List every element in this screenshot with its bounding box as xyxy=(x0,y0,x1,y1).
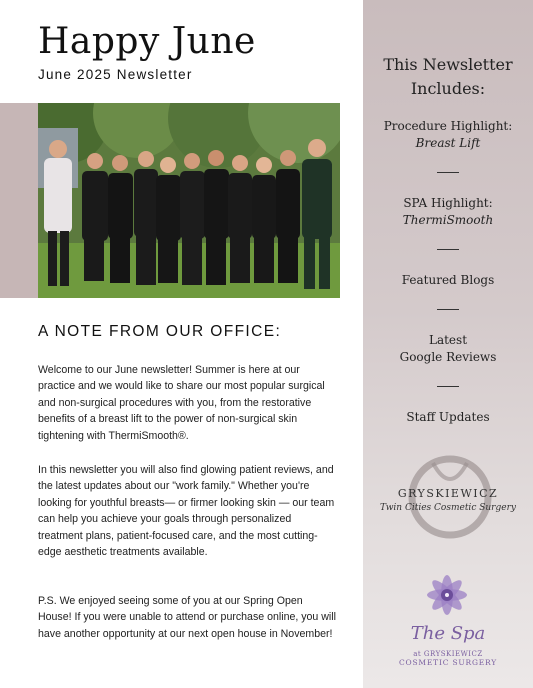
sidebar-divider xyxy=(437,249,459,250)
sidebar-item-spa xyxy=(363,195,533,229)
sidebar-title-line-1: This Newsletter xyxy=(383,55,513,74)
photo-accent-band xyxy=(0,103,38,298)
sidebar-item-blogs xyxy=(363,272,533,289)
sidebar-item-label: Featured Blogs xyxy=(401,273,495,287)
note-paragraph-3: P.S. We enjoyed seeing some of you at our Spring Open House! If you were unable to attend or purchase online, you will have another opportunity at our next open house in November! xyxy=(38,595,336,640)
sidebar-item-label: Staff Updates xyxy=(406,410,490,424)
sidebar-item-label: SPA Highlight: xyxy=(403,196,493,210)
sidebar-item-sublabel: Google Reviews xyxy=(399,350,497,364)
sidebar-item-label: Latest xyxy=(428,333,468,347)
note-paragraph-1: Welcome to our June newsletter! Summer is here at our practice and we would like to share our most popular surgical and non-surgical procedures with you, from the restorative benefits of a breast lift to the power of non-surgical skin tightening with ThermiSmooth®. xyxy=(38,364,325,442)
note-paragraph-2: In this newsletter you will also find glowing patient reviews, and the latest updates about our "work family." Whether you're looking for youthful breasts— or firmer looking skin — our team can help you achieve your goals through personalized treatment plans, patient-focused care, and the most cutting-edge aesthetic treatments available. xyxy=(38,464,335,559)
sidebar-divider xyxy=(437,172,459,173)
sidebar-title xyxy=(363,53,533,101)
practice-logo-tagline: Twin Cities Cosmetic Surgery xyxy=(380,503,516,513)
practice-logo-name: GRYSKIEWICZ xyxy=(397,487,499,500)
lotus-flower-icon xyxy=(420,568,474,622)
sidebar-item-sublabel: Breast Lift xyxy=(415,136,481,150)
sidebar-item-reviews xyxy=(363,332,533,366)
sidebar-item-procedure xyxy=(363,118,533,152)
sidebar-item-sublabel: ThermiSmooth xyxy=(402,213,494,227)
team-photo xyxy=(38,103,340,298)
newsletter-title: Happy June xyxy=(38,21,256,62)
note-heading: A NOTE FROM OUR OFFICE: xyxy=(38,323,282,340)
spa-logo-name: The Spa xyxy=(410,623,486,644)
sidebar-title-line-2: Includes: xyxy=(410,79,486,98)
sidebar-divider xyxy=(437,309,459,310)
spa-logo-at: at GRYSKIEWICZ xyxy=(413,650,483,658)
sidebar-item-staff xyxy=(363,409,533,426)
sidebar-item-label: Procedure Highlight: xyxy=(383,119,513,133)
newsletter-subtitle: June 2025 Newsletter xyxy=(38,67,193,82)
practice-logo-icon xyxy=(395,455,505,545)
sidebar-divider xyxy=(437,386,459,387)
spa-logo-brand: COSMETIC SURGERY xyxy=(398,658,497,667)
